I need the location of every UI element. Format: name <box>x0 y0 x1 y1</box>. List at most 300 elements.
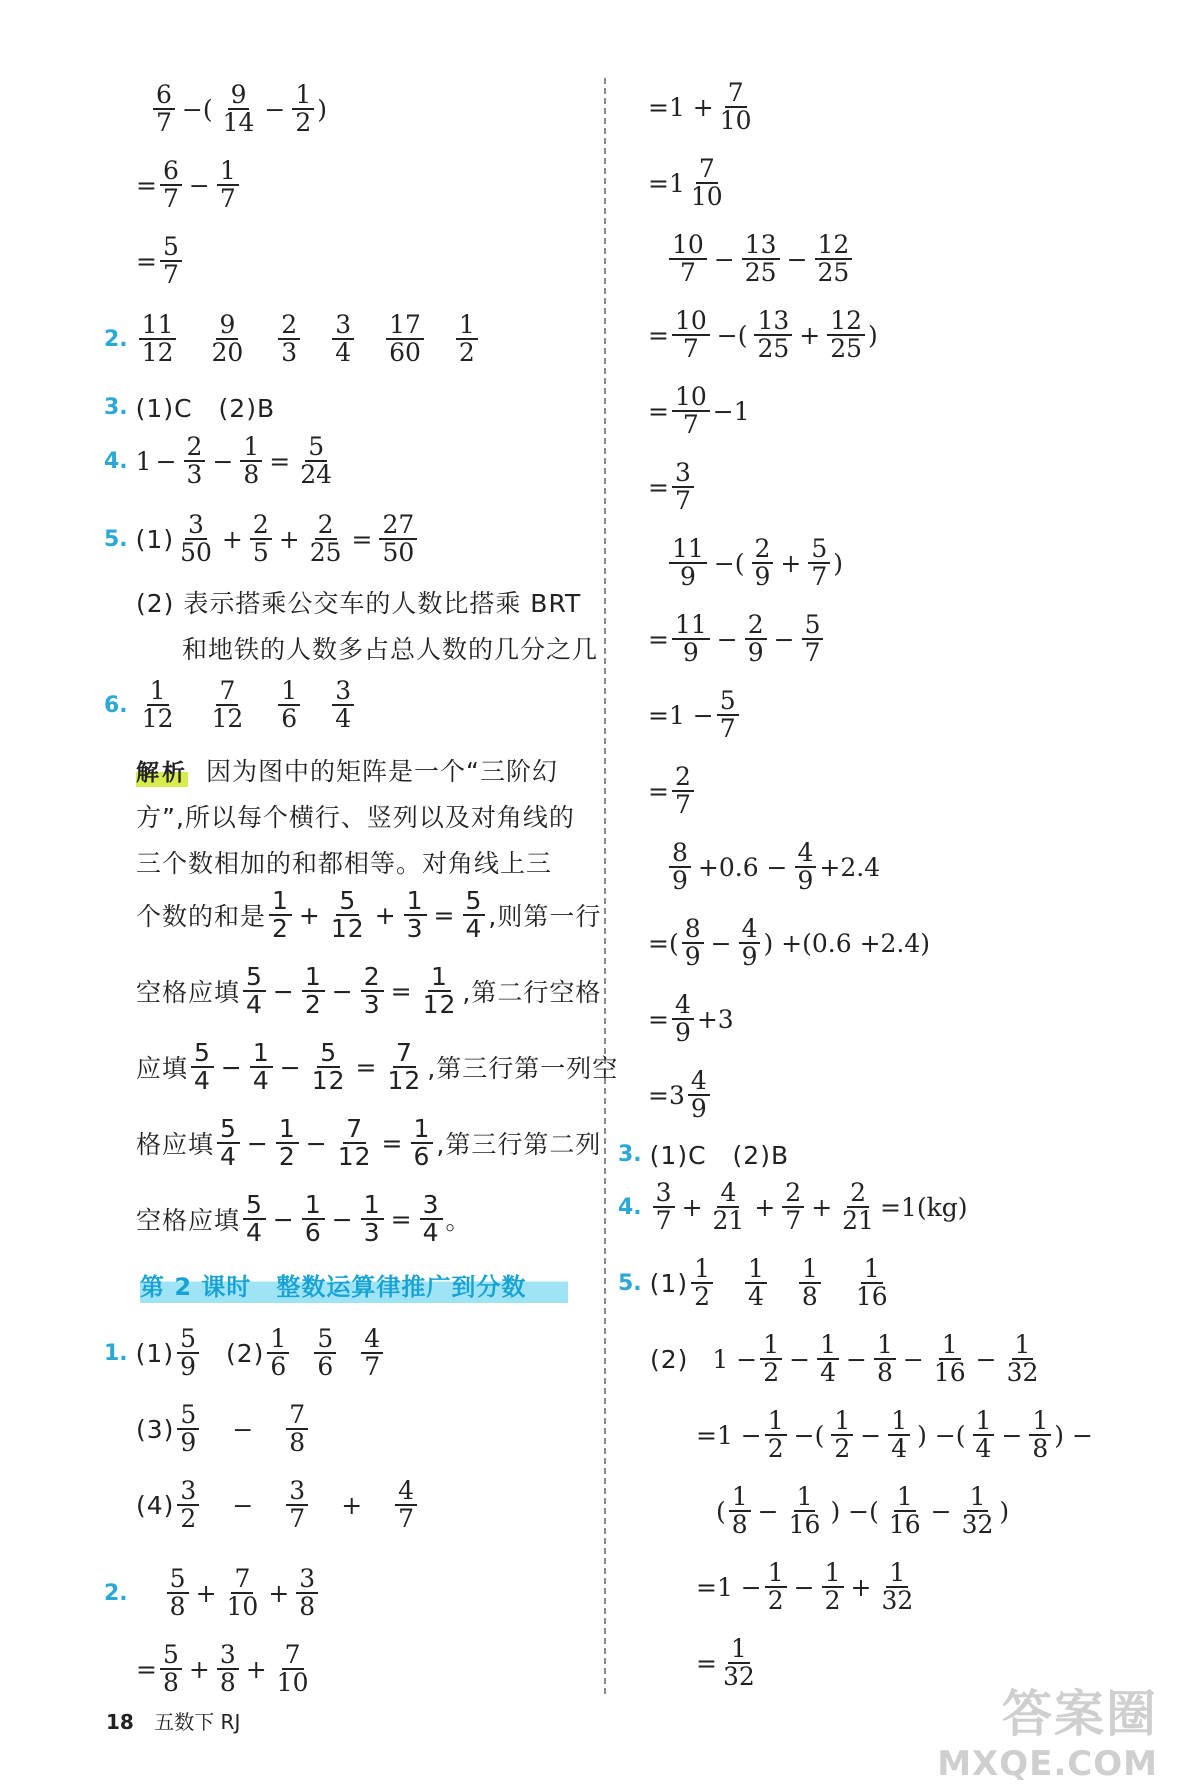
denominator: 4 <box>975 1434 992 1464</box>
operator: − <box>902 1344 924 1374</box>
section-q1 <box>104 1326 386 1381</box>
denominator: 8 <box>169 1592 186 1622</box>
fraction <box>672 384 710 439</box>
numerator: 1 <box>729 1484 751 1512</box>
question-number: 4. <box>104 448 128 474</box>
denominator: 21 <box>712 1206 745 1236</box>
fraction <box>760 1332 782 1387</box>
numerator: 5 <box>217 1116 240 1144</box>
numerator: 2 <box>782 1180 804 1208</box>
analysis-line-3: 三个数相加的和都相等。对角线上三 <box>136 849 553 878</box>
fraction <box>250 512 272 567</box>
fraction <box>1029 1408 1051 1463</box>
denominator: 32 <box>1006 1358 1039 1388</box>
fraction <box>822 1560 844 1615</box>
right-line-4 <box>648 308 878 363</box>
denominator: 7 <box>682 410 699 440</box>
numerator: 1 <box>1012 1332 1034 1360</box>
right-line-11 <box>666 840 880 895</box>
numerator: 1 <box>894 1484 916 1512</box>
numerator: 11 <box>669 536 707 564</box>
right-question-5 <box>618 1256 894 1311</box>
denominator: 6 <box>270 1352 287 1382</box>
numerator: 2 <box>672 764 694 792</box>
fraction <box>710 1180 748 1235</box>
denominator: 25 <box>817 258 850 288</box>
fraction <box>420 1192 443 1247</box>
numerator: 5 <box>191 1040 214 1068</box>
numerator: 1 <box>269 888 292 916</box>
fraction <box>672 612 710 667</box>
numerator: 7 <box>231 1566 253 1594</box>
fraction <box>177 512 215 567</box>
right-line-6 <box>648 460 697 515</box>
operator: − <box>220 1052 243 1082</box>
numerator: 13 <box>754 308 792 336</box>
numerator: 1 <box>147 678 169 706</box>
denominator: 32 <box>881 1586 914 1616</box>
denominator: 21 <box>842 1206 874 1236</box>
part-label: (2) <box>650 1344 689 1374</box>
denominator: 2 <box>272 914 289 944</box>
equals: = <box>696 1648 717 1678</box>
right-line-7 <box>666 536 843 591</box>
numerator: 7 <box>725 80 747 108</box>
operator: − <box>188 170 210 200</box>
fraction <box>269 888 292 943</box>
denominator: 7 <box>364 1352 381 1382</box>
operator: − <box>773 624 795 654</box>
section-q1-part3 <box>136 1402 311 1457</box>
fraction <box>959 1484 997 1539</box>
numerator: 5 <box>305 434 327 462</box>
analysis-line-7 <box>136 1116 601 1171</box>
numerator: 3 <box>286 1478 308 1506</box>
denominator: 2 <box>763 1358 780 1388</box>
numerator: 4 <box>688 1068 710 1096</box>
fraction <box>139 312 177 367</box>
numerator: 1 <box>888 1408 910 1436</box>
equals: = <box>648 624 669 654</box>
denominator: 12 <box>141 704 174 734</box>
term: 1 <box>135 446 152 476</box>
part-label: (2) <box>226 1338 265 1368</box>
denominator: 7 <box>219 184 236 214</box>
left-line-1 <box>150 82 327 137</box>
equals: = <box>269 446 291 476</box>
expression: ) +(0.6 +2.4) <box>763 928 931 958</box>
watermark <box>937 1674 1158 1784</box>
fraction <box>765 1560 787 1615</box>
operator: ) −( <box>830 1496 879 1526</box>
numerator: 1 <box>831 1408 853 1436</box>
operator: − <box>713 244 735 274</box>
denominator: 9 <box>679 562 696 592</box>
right-question-4 <box>618 1180 967 1235</box>
fraction <box>361 1192 384 1247</box>
operator: − <box>930 1496 952 1526</box>
denominator: 4 <box>252 1066 270 1096</box>
numerator: 9 <box>216 312 238 340</box>
answer-text: (1)C (2)B <box>135 394 276 423</box>
equals: = <box>136 1654 157 1684</box>
question-number: 3. <box>104 394 128 420</box>
numerator: 2 <box>184 434 206 462</box>
numerator: 5 <box>160 234 182 262</box>
denominator: 32 <box>722 1662 755 1692</box>
fraction <box>786 1484 824 1539</box>
fraction <box>217 1116 240 1171</box>
denominator: 8 <box>1032 1434 1049 1464</box>
paren: ) <box>868 320 878 350</box>
operator: − <box>232 1414 254 1444</box>
operator: + <box>681 1192 703 1222</box>
question-3 <box>104 389 275 425</box>
fraction <box>153 82 175 137</box>
right-line-9 <box>648 688 742 743</box>
denominator: 7 <box>719 714 736 744</box>
operator: − <box>272 976 295 1006</box>
fraction <box>297 434 335 489</box>
equals: = <box>351 524 373 554</box>
fraction <box>302 964 325 1019</box>
denominator: 10 <box>276 1668 309 1698</box>
text: ,第三行第一列空 <box>427 1054 619 1084</box>
fraction <box>456 312 478 367</box>
fraction <box>799 1256 821 1311</box>
fraction <box>720 1636 758 1691</box>
numerator: 8 <box>682 916 704 944</box>
denominator: 4 <box>422 1218 440 1248</box>
fraction <box>795 840 817 895</box>
analysis-line-8 <box>136 1192 472 1247</box>
expression: =1(kg) <box>879 1192 968 1222</box>
denominator: 60 <box>389 338 421 368</box>
operator: + <box>850 1572 872 1602</box>
numerator: 5 <box>167 1566 189 1594</box>
fraction <box>314 1326 336 1381</box>
right-line-3 <box>666 232 855 287</box>
fraction <box>276 1116 299 1171</box>
numerator: 1 <box>765 1408 787 1436</box>
numerator: 5 <box>177 1326 199 1354</box>
denominator: 2 <box>458 338 475 368</box>
fraction <box>177 1478 199 1533</box>
fraction <box>672 308 710 363</box>
fraction <box>839 1180 877 1235</box>
numerator: 4 <box>361 1326 383 1354</box>
question-number: 3. <box>618 1141 642 1167</box>
operator: − <box>212 446 234 476</box>
numerator: 10 <box>669 232 707 260</box>
numerator: 5 <box>317 1040 340 1068</box>
denominator: 7 <box>398 1504 415 1534</box>
fraction <box>878 1560 916 1615</box>
denominator: 9 <box>682 638 699 668</box>
fraction <box>217 1642 239 1697</box>
operator: − <box>786 244 808 274</box>
numerator: 5 <box>243 964 266 992</box>
equals: = <box>136 170 157 200</box>
numerator: 3 <box>420 1192 443 1220</box>
numerator: 1 <box>817 1332 839 1360</box>
fraction <box>931 1332 969 1387</box>
numerator: 3 <box>177 1478 199 1506</box>
equals: =( <box>648 928 679 958</box>
denominator: 12 <box>311 1066 346 1096</box>
left-line-3 <box>136 234 185 289</box>
numerator: 2 <box>315 512 337 540</box>
denominator: 10 <box>690 182 723 212</box>
fraction <box>278 312 300 367</box>
numerator: 4 <box>395 1478 417 1506</box>
fraction <box>717 80 755 135</box>
operator: −( <box>713 548 745 578</box>
right-question-3 <box>618 1136 789 1172</box>
operator: − <box>975 1344 997 1374</box>
denominator: 9 <box>797 866 814 896</box>
numerator: 1 <box>456 312 478 340</box>
numerator: 1 <box>292 82 314 110</box>
part-label: (3) <box>136 1414 175 1444</box>
operator: − <box>716 624 738 654</box>
fraction <box>815 232 853 287</box>
numerator: 1 <box>302 1192 325 1220</box>
denominator: 50 <box>382 538 415 568</box>
fraction <box>243 964 266 1019</box>
numerator: 1 <box>361 1192 384 1220</box>
fraction <box>754 308 792 363</box>
denominator: 16 <box>855 1282 888 1312</box>
denominator: 4 <box>335 704 352 734</box>
section-title: 第 2 课时 整数运算律推广到分数 <box>140 1267 568 1303</box>
numerator: 9 <box>228 82 250 110</box>
numerator: 3 <box>332 312 354 340</box>
numerator: 1 <box>217 158 239 186</box>
fraction <box>335 1116 375 1171</box>
numerator: 2 <box>745 612 767 640</box>
numerator: 3 <box>296 1566 318 1594</box>
fraction <box>220 82 258 137</box>
denominator: 12 <box>387 1066 422 1096</box>
numerator: 1 <box>267 1326 289 1354</box>
denominator: 7 <box>289 1504 306 1534</box>
operator: − <box>757 1496 779 1526</box>
numerator: 3 <box>672 460 694 488</box>
fraction <box>328 888 368 943</box>
operator: −( <box>793 1420 825 1450</box>
operator: + <box>298 900 321 930</box>
equals: = <box>381 1128 404 1158</box>
part-label: (1) <box>135 1338 175 1368</box>
denominator: 9 <box>180 1352 196 1382</box>
paren: ) <box>999 1496 1010 1526</box>
numerator: 12 <box>827 308 865 336</box>
denominator: 4 <box>194 1066 211 1096</box>
fraction <box>184 434 206 489</box>
denominator: 10 <box>226 1592 259 1622</box>
denominator: 9 <box>741 942 758 972</box>
book-title: 五数下 RJ <box>154 1710 241 1734</box>
expression: +2.4 <box>819 852 881 882</box>
part-label: (1) <box>649 1268 689 1298</box>
numerator: 7 <box>343 1116 366 1144</box>
operator: − <box>279 1052 302 1082</box>
numerator: 5 <box>314 1326 336 1354</box>
operator: − <box>710 928 732 958</box>
part-label: (4) <box>136 1490 175 1520</box>
question-number: 6. <box>104 692 128 718</box>
numerator: 5 <box>243 1192 266 1220</box>
expression: −1 <box>712 396 750 426</box>
fraction <box>386 312 424 367</box>
question-number: 5. <box>618 1270 642 1296</box>
fraction <box>653 1180 675 1235</box>
text: 。 <box>445 1206 472 1236</box>
denominator: 3 <box>363 1218 381 1248</box>
section-q1-part4 <box>136 1478 420 1533</box>
numerator: 1 <box>691 1256 713 1284</box>
equals: = <box>648 1004 669 1034</box>
operator: − <box>246 1128 269 1158</box>
denominator: 32 <box>961 1510 994 1540</box>
fraction <box>874 1332 896 1387</box>
denominator: 8 <box>801 1282 818 1312</box>
equals: = <box>136 246 157 276</box>
denominator: 3 <box>281 338 298 368</box>
numerator: 1 <box>861 1256 883 1284</box>
fraction <box>243 1192 266 1247</box>
numerator: 5 <box>336 888 359 916</box>
answer-text: (1)C (2)B <box>649 1141 790 1170</box>
fraction <box>379 512 417 567</box>
numerator: 4 <box>739 916 761 944</box>
fraction <box>827 308 865 363</box>
text: ,第三行第二列 <box>436 1130 602 1160</box>
denominator: 2 <box>834 1434 851 1464</box>
operator: − <box>272 1204 295 1234</box>
numerator: 12 <box>815 232 853 260</box>
fraction <box>274 1642 312 1697</box>
denominator: 25 <box>830 334 863 364</box>
right-line-10 <box>648 764 697 819</box>
numerator: 1 <box>276 1116 299 1144</box>
fraction <box>729 1484 751 1539</box>
denominator: 2 <box>824 1586 841 1616</box>
denominator: 4 <box>891 1434 908 1464</box>
denominator: 9 <box>754 562 771 592</box>
fraction <box>669 536 707 591</box>
answer-fractions <box>688 1256 894 1311</box>
operator: + <box>245 1654 267 1684</box>
operator: − <box>331 1204 354 1234</box>
question-4 <box>104 434 338 489</box>
fraction <box>669 232 707 287</box>
fraction <box>208 312 246 367</box>
denominator: 4 <box>335 338 352 368</box>
fraction <box>717 688 739 743</box>
denominator: 6 <box>304 1218 322 1248</box>
question-number: 2. <box>104 1580 128 1606</box>
denominator: 9 <box>180 1428 197 1458</box>
fraction <box>395 1478 417 1533</box>
denominator: 7 <box>674 486 691 516</box>
fraction <box>745 612 767 667</box>
equals: = <box>433 900 456 930</box>
denominator: 16 <box>933 1358 966 1388</box>
q5-part2-line2: 和地铁的人数多占总人数的几分之几 <box>182 635 599 664</box>
numerator: 5 <box>717 688 739 716</box>
fraction <box>292 82 314 137</box>
expression: =1 − <box>648 700 714 730</box>
numerator: 1 <box>240 434 262 462</box>
fraction <box>167 1566 189 1621</box>
text: ,第二行空格 <box>462 978 602 1008</box>
numerator: 6 <box>160 158 182 186</box>
numerator: 10 <box>672 308 710 336</box>
numerator: 2 <box>250 512 272 540</box>
operator: − <box>155 446 177 476</box>
fraction <box>160 158 182 213</box>
numerator: 10 <box>672 384 710 412</box>
denominator: 7 <box>804 638 821 668</box>
operator: + <box>268 1578 290 1608</box>
fraction <box>888 1408 910 1463</box>
question-number: 5. <box>104 526 128 552</box>
analysis-label: 解析 <box>136 754 188 787</box>
denominator: 7 <box>156 108 172 138</box>
expression: 1 − <box>712 1344 758 1374</box>
fraction <box>332 312 354 367</box>
numerator: 1 <box>874 1332 896 1360</box>
numerator: 1 <box>404 888 427 916</box>
fraction <box>361 964 384 1019</box>
denominator: 4 <box>220 1142 237 1172</box>
denominator: 4 <box>465 914 483 944</box>
denominator: 12 <box>141 338 174 368</box>
operator: + <box>811 1192 833 1222</box>
numerator: 7 <box>282 1642 304 1670</box>
fraction <box>296 1566 318 1621</box>
operator: +0.6 − <box>697 852 788 882</box>
right-line-12 <box>648 916 930 971</box>
fraction <box>672 992 694 1047</box>
numerator: 5 <box>463 888 486 916</box>
analysis-line-4 <box>136 888 601 943</box>
fraction <box>808 536 830 591</box>
denominator: 4 <box>246 990 263 1020</box>
expression: =1 <box>648 168 685 198</box>
equals: = <box>355 1052 378 1082</box>
fraction <box>802 612 824 667</box>
fraction <box>177 1326 199 1381</box>
fraction <box>307 512 345 567</box>
operator: − <box>789 1344 811 1374</box>
denominator: 9 <box>690 1094 707 1124</box>
denominator: 12 <box>330 914 365 944</box>
right-line-14 <box>648 1068 713 1123</box>
numerator: 1 <box>728 1636 750 1664</box>
fraction <box>782 1180 804 1235</box>
fraction <box>139 678 177 733</box>
numerator: 1 <box>967 1484 989 1512</box>
denominator: 3 <box>363 990 381 1020</box>
operator: + <box>341 1490 363 1520</box>
numerator: 4 <box>795 840 817 868</box>
expression: ) − <box>1054 1420 1093 1450</box>
numerator: 5 <box>177 1402 199 1430</box>
denominator: 12 <box>422 990 457 1020</box>
